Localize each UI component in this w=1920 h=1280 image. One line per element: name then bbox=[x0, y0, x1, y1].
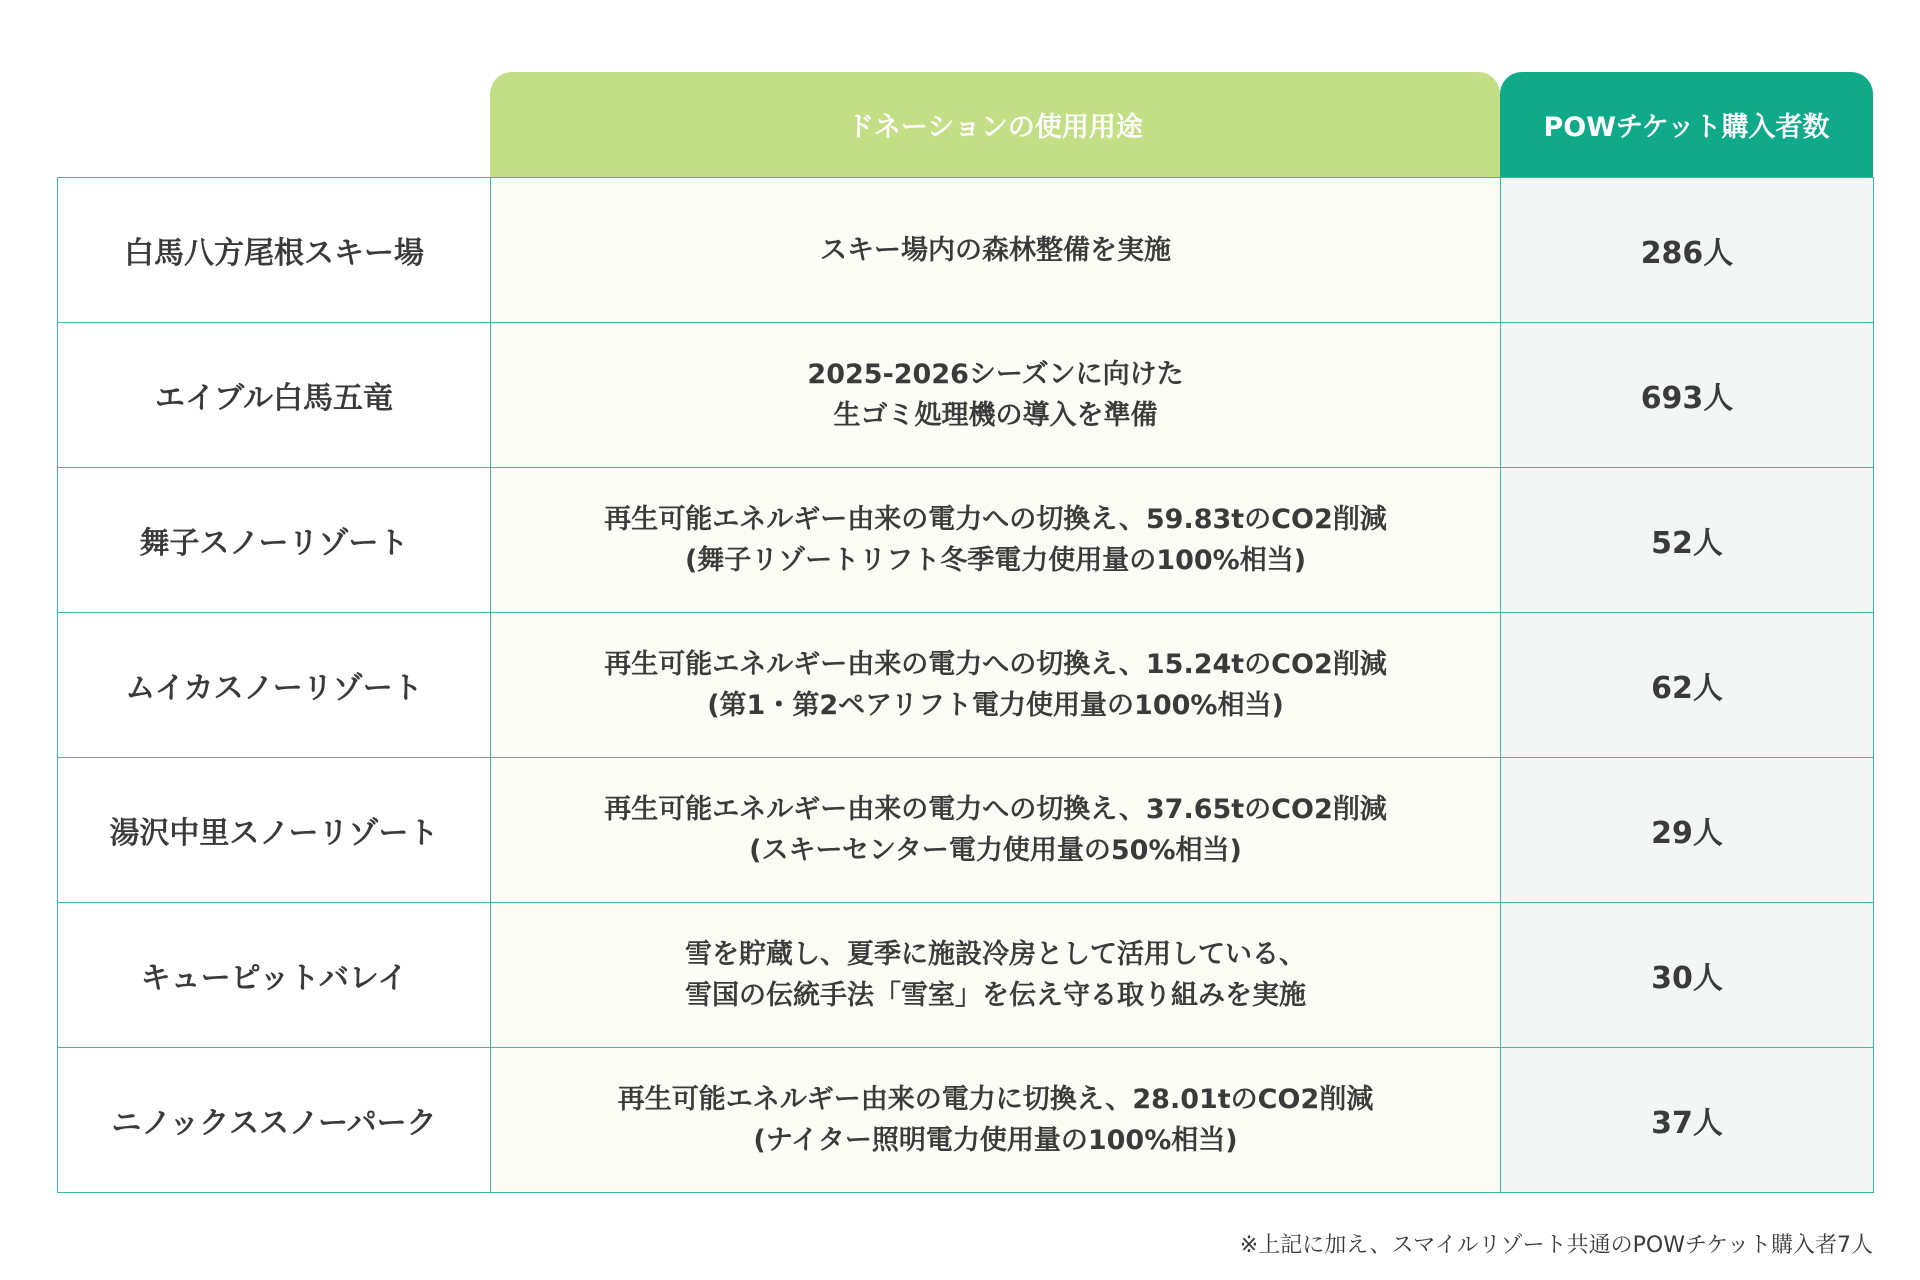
resort-name: ムイカスノーリゾート bbox=[58, 613, 491, 758]
footnote: ※上記に加え、スマイルリゾート共通のPOWチケット購入者7人 bbox=[1239, 1233, 1873, 1258]
usage-cell bbox=[491, 1048, 1501, 1193]
usage-line: 雪国の伝統手法「雪室」を伝え守る取り組みを実施 bbox=[685, 980, 1306, 1011]
usage-line: 再生可能エネルギー由来の電力に切換え、28.01tのCO2削減 bbox=[617, 1084, 1374, 1115]
table-row bbox=[58, 1048, 1874, 1193]
usage-cell bbox=[491, 613, 1501, 758]
usage-line: (スキーセンター電力使用量の50%相当) bbox=[749, 835, 1242, 866]
table-row bbox=[58, 613, 1874, 758]
table-body bbox=[57, 177, 1874, 1193]
table-row bbox=[58, 758, 1874, 903]
usage-cell bbox=[491, 468, 1501, 613]
usage-line: (第1・第2ペアリフト電力使用量の100%相当) bbox=[707, 690, 1284, 721]
usage-cell bbox=[491, 323, 1501, 468]
table-row bbox=[58, 323, 1874, 468]
purchaser-count: 62人 bbox=[1501, 613, 1874, 758]
resort-name: 白馬八方尾根スキー場 bbox=[58, 178, 491, 323]
header-count: POWチケット購入者数 bbox=[1500, 72, 1873, 177]
purchaser-count: 29人 bbox=[1501, 758, 1874, 903]
purchaser-count: 52人 bbox=[1501, 468, 1874, 613]
usage-line: (ナイター照明電力使用量の100%相当) bbox=[753, 1125, 1238, 1156]
table-row bbox=[58, 178, 1874, 323]
usage-line: (舞子リゾートリフト冬季電力使用量の100%相当) bbox=[684, 545, 1307, 576]
resort-name: キューピットバレイ bbox=[58, 903, 491, 1048]
purchaser-count: 286人 bbox=[1501, 178, 1874, 323]
donation-table bbox=[57, 72, 1873, 1193]
purchaser-count: 37人 bbox=[1501, 1048, 1874, 1193]
usage-line: スキー場内の森林整備を実施 bbox=[820, 234, 1171, 266]
usage-cell bbox=[491, 178, 1501, 323]
resort-name: エイブル白馬五竜 bbox=[58, 323, 491, 468]
usage-line: 再生可能エネルギー由来の電力への切換え、59.83tのCO2削減 bbox=[604, 504, 1387, 535]
resort-name: 湯沢中里スノーリゾート bbox=[58, 758, 491, 903]
header-usage: ドネーションの使用用途 bbox=[490, 72, 1500, 177]
usage-line: 雪を貯蔵し、夏季に施設冷房として活用している、 bbox=[685, 939, 1306, 970]
usage-line: 2025-2026シーズンに向けた bbox=[807, 359, 1184, 390]
resort-name: 舞子スノーリゾート bbox=[58, 468, 491, 613]
usage-line: 生ゴミ処理機の導入を準備 bbox=[833, 400, 1158, 431]
purchaser-count: 30人 bbox=[1501, 903, 1874, 1048]
table-row bbox=[58, 468, 1874, 613]
table-header bbox=[490, 72, 1873, 177]
table-row bbox=[58, 903, 1874, 1048]
resort-name: ニノックススノーパーク bbox=[58, 1048, 491, 1193]
usage-cell bbox=[491, 758, 1501, 903]
usage-cell bbox=[491, 903, 1501, 1048]
usage-line: 再生可能エネルギー由来の電力への切換え、15.24tのCO2削減 bbox=[604, 649, 1387, 680]
usage-line: 再生可能エネルギー由来の電力への切換え、37.65tのCO2削減 bbox=[604, 794, 1387, 825]
purchaser-count: 693人 bbox=[1501, 323, 1874, 468]
